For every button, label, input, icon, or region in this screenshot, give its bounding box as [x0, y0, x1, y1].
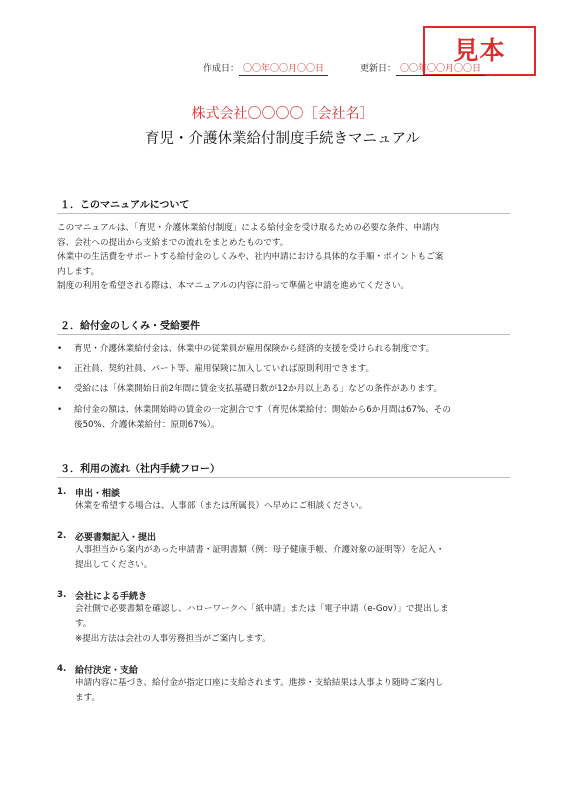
section-divider: [57, 477, 510, 478]
step-number: 3.: [57, 590, 67, 600]
step-body: [75, 499, 367, 514]
section-1-body: [57, 221, 512, 294]
section-divider: [57, 213, 510, 214]
updated-label: 更新日：: [360, 64, 397, 74]
step-title: 必要書類記入・提出: [75, 533, 157, 543]
step-line: 人事担当から案内があった申請書・証明書類（例：母子健康手帳、介護対象の証明等）を記入・: [75, 545, 445, 555]
updated-value: 〇〇年〇〇月〇〇日: [396, 64, 485, 76]
document-title: 育児・介護休業給付制度手続きマニュアル: [145, 131, 420, 147]
step-title: 申出・相談: [75, 489, 121, 499]
company-name: 株式会社〇〇〇〇［会社名］: [191, 106, 374, 122]
section-heading: ３．利用の流れ（社内手続フロー）: [60, 464, 220, 475]
bullet-icon: •: [57, 384, 63, 394]
step-title: 会社による手続き: [75, 592, 148, 602]
sample-stamp: 見本: [423, 26, 536, 76]
section-heading: １．このマニュアルについて: [60, 200, 190, 211]
step-body: [75, 543, 444, 573]
paragraph-line: 容、会社への提出から支給までの流れをまとめたものです。: [57, 237, 289, 248]
step-number: 2.: [57, 531, 67, 541]
paragraph-line: 制度の利用を希望される際は、本マニュアルの内容に沿って準備と申請を進めてください。: [57, 281, 410, 291]
step-body: [75, 676, 444, 706]
list-item-text: 後50%、介護休業給付：原則67%）。: [74, 420, 220, 430]
bullet-icon: •: [57, 344, 63, 354]
list-item-text: 給付金の額は、休業開始時の賃金の一定割合です（育児休業給付：開始から6か月間は67%、その: [74, 405, 451, 415]
step-line: 提出してください。: [75, 560, 153, 570]
step-body: [75, 602, 449, 647]
step-line: 休業を希望する場合は、人事部（または所属長）へ早めにご相談ください。: [75, 501, 368, 511]
list-item-text: 正社員、契約社員、パート等、雇用保険に加入していれば原則利用できます。: [74, 364, 375, 374]
created-value: 〇〇年〇〇月〇〇日: [239, 64, 328, 76]
step-number: 4.: [57, 664, 67, 674]
bullet-icon: •: [57, 364, 63, 374]
step-line: す。: [75, 619, 92, 629]
step-number: 1.: [57, 487, 67, 497]
paragraph-line: 内します。: [57, 266, 100, 277]
paragraph-line: 休業中の生活費をサポートする給付金のしくみや、社内申請における具体的な手順・ポイントもご案: [57, 252, 444, 262]
list-item-text: 受給には「休業開始日前2年間に賃金支払基礎日数が12か月以上ある」などの条件があります。: [74, 384, 443, 394]
section-heading: ２．給付金のしくみ・受給要件: [60, 321, 200, 332]
created-label: 作成日：: [203, 64, 240, 74]
step-line: ※提出方法は会社の人事労務担当がご案内します。: [75, 634, 271, 644]
step-line: 申請内容に基づき、給付金が指定口座に支給されます。進捗・支給結果は人事より随時ご案内し: [75, 678, 444, 688]
updated-date: [360, 61, 485, 74]
bullet-icon: •: [57, 405, 63, 415]
step-line: 会社側で必要書類を確認し、ハローワークへ「紙申請」または「電子申請（e-Gov）」で提出しま: [75, 604, 449, 614]
list-item-text: 育児・介護休業給付金は、休業中の従業員が雇用保険から経済的支援を受けられる制度です。: [74, 344, 435, 354]
paragraph-line: このマニュアルは、「育児・介護休業給付制度」による給付金を受け取るための必要な条件、申請内: [57, 223, 440, 233]
step-line: ます。: [75, 693, 101, 703]
section-divider: [57, 334, 510, 335]
step-title: 給付決定・支給: [75, 666, 139, 676]
created-date: [203, 61, 328, 74]
